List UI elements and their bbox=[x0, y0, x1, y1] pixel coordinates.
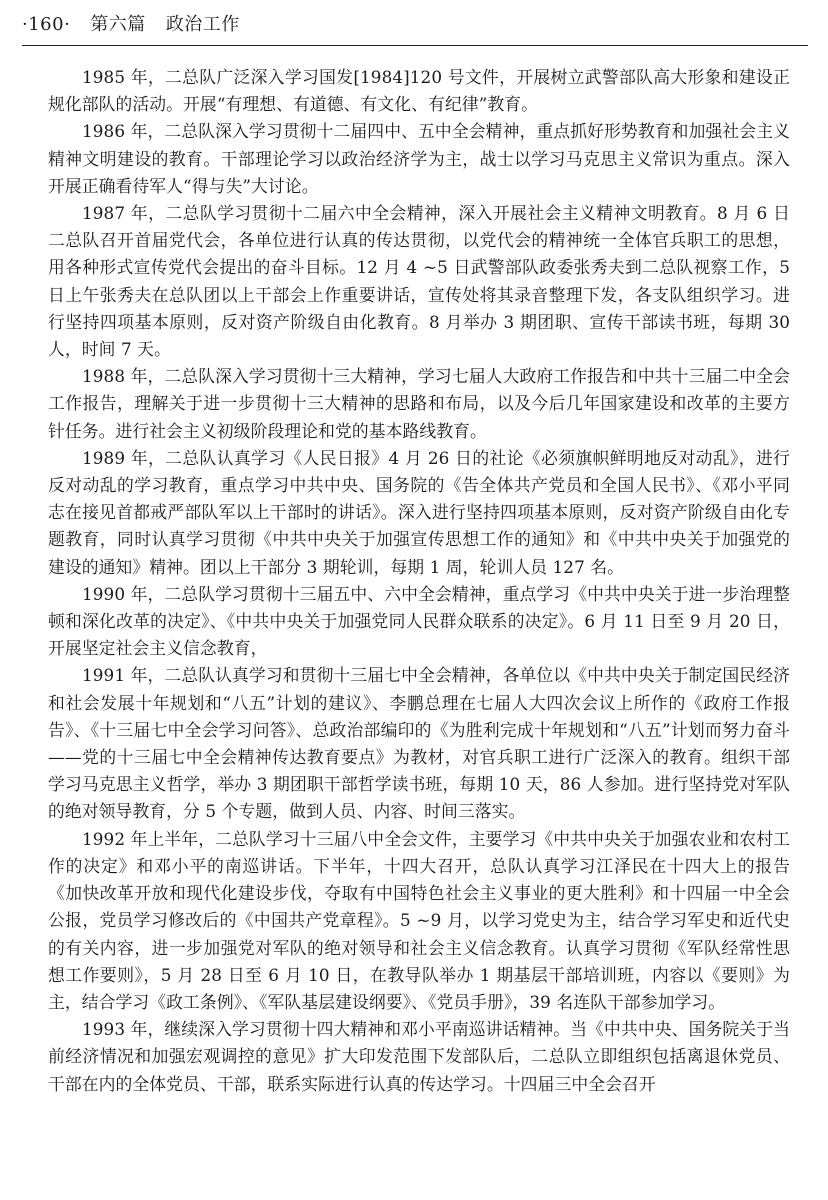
page-number: ·160· bbox=[22, 14, 71, 35]
paragraph-1992: 1992 年上半年，二总队学习十三届八中全会文件，主要学习《中共中央关于加强农业和农村工作的决定》和邓小平的南巡讲话。下半年，十四大召开，总队认真学习江泽民在十四大上的报告《加快改革开放和现代化建设步伐，夺取有中国特色社会主义事业的更大胜利》和十四届一中全会公报，党员学习修改后的《中国共产党章程》。5 ~9 月，以学习党史为主，结合学习军史和近代史的有关内容，进一步加强党对军队的绝对领导和社会主义信念教育。认真学习贯彻《军队经常性思想工作要则》，5 月 28 日至 6 月 10 日，在教导队举办 1 期基层干部培训班，内容以《要则》为主，结合学习《政工条例》、《军队基层建设纲要》、《党员手册》，39 名连队干部参加学习。 bbox=[48, 828, 790, 1012]
paragraph-1987: 1987 年，二总队学习贯彻十二届六中全会精神，深入开展社会主义精神文明教育。8 月 6 日二总队召开首届党代会，各单位进行认真的传达贯彻，以党代会的精神统一全体官兵职工的思想，用各种形式宣传党代会提出的奋斗目标。12 月 4 ~5 日武警部队政委张秀夫到二总队视察工作，5 日上午张秀夫在总队团以上干部会上作重要讲话，宣传处将其录音整理下发，各支队组织学习。进行坚持四项基本原则，反对资产阶级自由化教育。8 月举办 3 期团职、宣传干部读书班，每期 30 人，时间 7 天。 bbox=[48, 203, 790, 360]
body-text bbox=[48, 64, 790, 1098]
paragraph-1990: 1990 年，二总队学习贯彻十三届五中、六中全会精神，重点学习《中共中央关于进一步治理整顿和深化改革的决定》、《中共中央关于加强党同人民群众联系的决定》。6 月 11 日至 9 月 20 日，开展坚定社会主义信念教育， bbox=[48, 583, 790, 659]
paragraph-1993: 1993 年，继续深入学习贯彻十四大精神和邓小平南巡讲话精神。当《中共中央、国务院关于当前经济情况和加强宏观调控的意见》扩大印发范围下发部队后，二总队立即组织包括离退休党员、干部在内的全体党员、干部，联系实际进行认真的传达学习。十四届三中全会召开 bbox=[48, 1019, 790, 1094]
paragraph-1989: 1989 年，二总队认真学习《人民日报》4 月 26 日的社论《必须旗帜鲜明地反对动乱》，进行反对动乱的学习教育，重点学习中共中央、国务院的《告全体共产党员和全国人民书》、《邓小平同志在接见首都戒严部队军以上干部时的讲话》。深入进行坚持四项基本原则，反对资产阶级自由化专题教育，同时认真学习贯彻《中共中央关于加强宣传思想工作的通知》和《中共中央关于加强党的建设的通知》精神。团以上干部分 3 期轮训，每期 1 周，轮训人员 127 名。 bbox=[48, 447, 790, 577]
paragraph-1986: 1986 年，二总队深入学习贯彻十二届四中、五中全会精神，重点抓好形势教育和加强社会主义精神文明建设的教育。干部理论学习以政治经济学为主，战士以学习马克思主义常识为重点。深入开展正确看待军人“得与失”大讨论。 bbox=[48, 121, 790, 196]
chapter-title: 政治工作 bbox=[165, 14, 240, 35]
part-title: 第六篇 bbox=[90, 14, 146, 35]
paragraph-1991: 1991 年，二总队认真学习和贯彻十三届七中全会精神，各单位以《中共中央关于制定国民经济和社会发展十年规划和“八五”计划的建议》、李鹏总理在七届人大四次会议上所作的《政府工作报告》、《十三届七中全会学习问答》、总政治部编印的《为胜利完成十年规划和“八五”计划而努力奋斗——党的十三届七中全会精神传达教育要点》为教材，对官兵职工进行广泛深入的教育。组织干部学习马克思主义哲学，举办 3 期团职干部哲学读书班，每期 10 天，86 人参加。进行坚持党对军队的绝对领导教育，分 5 个专题，做到人员、内容、时间三落实。 bbox=[48, 665, 790, 822]
paragraph-1988: 1988 年，二总队深入学习贯彻十三大精神，学习七届人大政府工作报告和中共十三届二中全会工作报告，理解关于进一步贯彻十三大精神的思路和布局，以及今后几年国家建设和改革的主要方针任务。进行社会主义初级阶段理论和党的基本路线教育。 bbox=[48, 366, 790, 441]
paragraph-1985: 1985 年，二总队广泛深入学习国发[1984]120 号文件，开展树立武警部队高大形象和建设正规化部队的活动。开展“有理想、有道德、有文化、有纪律”教育。 bbox=[48, 67, 790, 115]
running-head bbox=[22, 10, 802, 44]
header-rule bbox=[22, 45, 808, 46]
